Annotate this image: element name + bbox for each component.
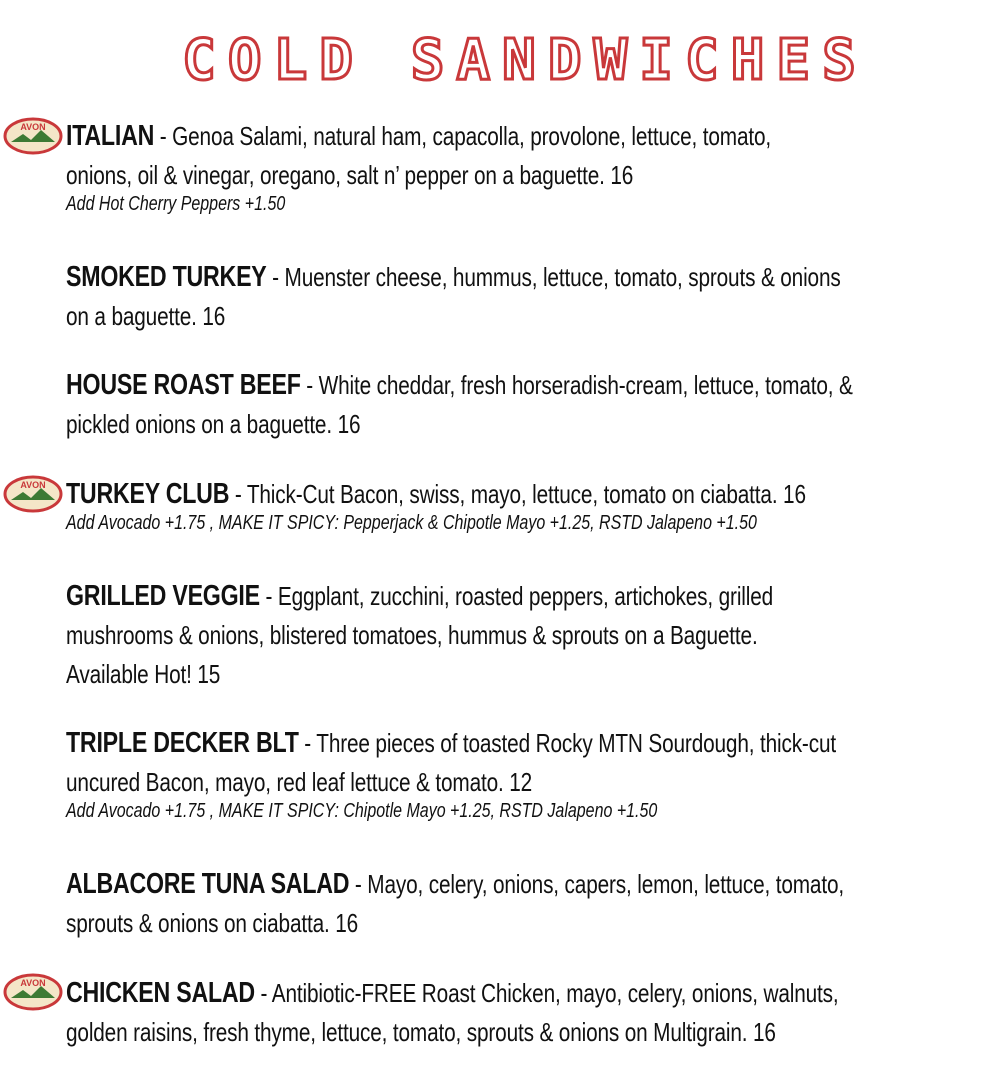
item-addon: Add Avocado +1.75 , MAKE IT SPICY: Pepperjack & Chipotle Mayo +1.25, RSTD Jalapeno +1.50 [66, 512, 757, 534]
avon-logo-icon [3, 116, 63, 156]
item-description: - Eggplant, zucchini, roasted peppers, artichokes, grilled [259, 581, 774, 611]
item-name: ITALIAN [66, 120, 155, 152]
menu-item-turkey-club [66, 475, 998, 536]
item-name: TURKEY CLUB [66, 478, 230, 510]
menu-item-house-roast-beef [66, 366, 998, 444]
menu-item-grilled-veggie [66, 577, 998, 694]
avon-logo-icon [3, 474, 63, 514]
item-description: Available Hot! 15 [66, 659, 221, 689]
item-description: uncured Bacon, mayo, red leaf lettuce & tomato. 12 [66, 767, 533, 797]
item-description: pickled onions on a baguette. 16 [66, 409, 361, 439]
item-name: HOUSE ROAST BEEF [66, 369, 301, 401]
item-name: CHICKEN SALAD [66, 977, 255, 1009]
item-description: - Thick-Cut Bacon, swiss, mayo, lettuce, tomato on ciabatta. 16 [229, 479, 806, 509]
item-description: mushrooms & onions, blistered tomatoes, hummus & sprouts on a Baguette. [66, 620, 758, 650]
badge-logo-text: AVON [20, 978, 46, 988]
item-description: - White cheddar, fresh horseradish-cream, lettuce, tomato, & [300, 370, 853, 400]
item-addon: Add Hot Cherry Peppers +1.50 [66, 193, 286, 215]
menu-item-italian [66, 117, 998, 217]
item-description: onions, oil & vinegar, oregano, salt n’ pepper on a baguette. 16 [66, 160, 634, 190]
item-description: - Genoa Salami, natural ham, capacolla, provolone, lettuce, tomato, [154, 121, 772, 151]
item-addon: Add Avocado +1.75 , MAKE IT SPICY: Chipotle Mayo +1.25, RSTD Jalapeno +1.50 [66, 800, 658, 822]
item-description: golden raisins, fresh thyme, lettuce, tomato, sprouts & onions on Multigrain. 16 [66, 1017, 776, 1047]
item-description: sprouts & onions on ciabatta. 16 [66, 908, 359, 938]
badge-logo-text: AVON [20, 480, 46, 490]
item-name: GRILLED VEGGIE [66, 580, 260, 612]
menu-title: COLD SANDWICHES [182, 28, 868, 93]
avon-logo-icon [3, 972, 63, 1012]
item-description: - Three pieces of toasted Rocky MTN Sourdough, thick-cut [298, 728, 836, 758]
item-description: - Muenster cheese, hummus, lettuce, tomato, sprouts & onions [266, 262, 841, 292]
menu-item-smoked-turkey [66, 258, 998, 336]
item-name: SMOKED TURKEY [66, 261, 267, 293]
item-name: TRIPLE DECKER BLT [66, 727, 299, 759]
item-description: on a baguette. 16 [66, 301, 226, 331]
badge-logo-text: AVON [20, 122, 46, 132]
item-name: ALBACORE TUNA SALAD [66, 868, 350, 900]
item-description: - Antibiotic-FREE Roast Chicken, mayo, celery, onions, walnuts, [254, 978, 839, 1008]
menu-item-chicken-salad [66, 974, 998, 1052]
menu-item-triple-decker-blt [66, 724, 998, 824]
menu-item-albacore-tuna-salad [66, 865, 998, 943]
item-description: - Mayo, celery, onions, capers, lemon, lettuce, tomato, [349, 869, 844, 899]
